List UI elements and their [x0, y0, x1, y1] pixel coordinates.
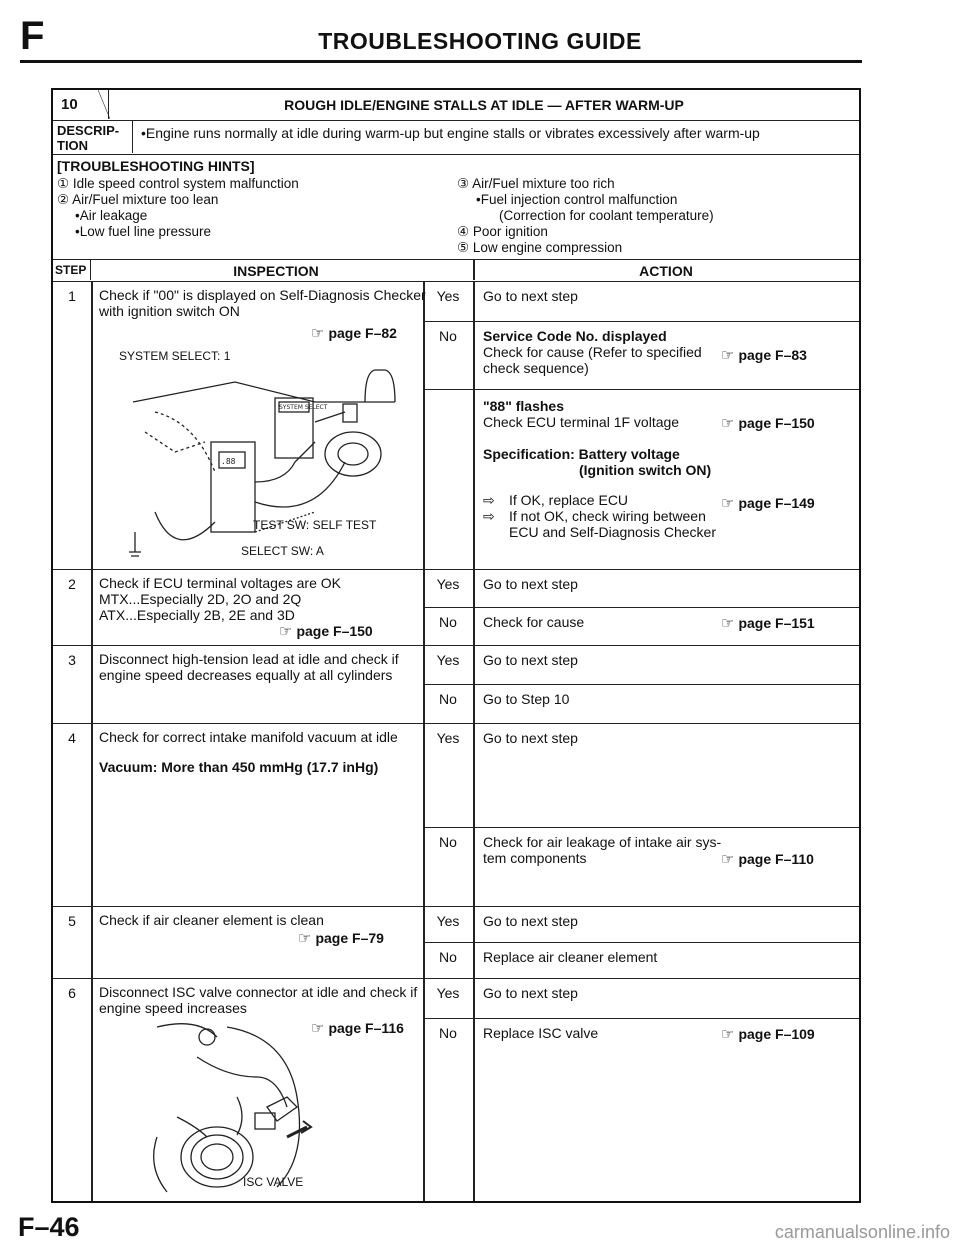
- step-inspection: Disconnect ISC valve connector at idle and check if engine speed increases: [99, 984, 418, 1016]
- step-row-3: [53, 646, 859, 724]
- column-divider: [91, 907, 93, 978]
- page-reference: [721, 494, 815, 512]
- column-header-action: ACTION: [639, 263, 693, 279]
- figure-label: ISC VALVE: [243, 1175, 304, 1189]
- step-number: 5: [68, 913, 76, 929]
- no-action: Replace ISC valve: [483, 1025, 599, 1041]
- yes-branch: [423, 979, 859, 1019]
- step-number: 3: [68, 652, 76, 668]
- step-inspection: Check if air cleaner element is clean: [99, 912, 324, 928]
- description-text: •Engine runs normally at idle during warm-up but engine stalls or vibrates excessively after warm-up: [141, 125, 760, 141]
- page-reference: [311, 324, 397, 342]
- yes-label: Yes: [436, 576, 460, 592]
- page-pointer-icon: ☞: [279, 623, 293, 640]
- flash-text: Check ECU terminal 1F voltage: [483, 414, 680, 430]
- column-header-row: [53, 260, 859, 282]
- figure-label: SYSTEM SELECT: 1: [119, 349, 231, 363]
- no-action: Go to Step 10: [483, 691, 570, 707]
- inspection-text: ATX...Especially 2B, 2E and 3D: [99, 607, 295, 623]
- no-branch: [423, 1019, 859, 1201]
- step-number: 6: [68, 985, 76, 1001]
- flash-branch: [423, 390, 859, 570]
- yes-label: Yes: [436, 913, 460, 929]
- watermark: carmanualsonline.info: [774, 1222, 950, 1242]
- inspection-text: MTX...Especially 2D, 2O and 2Q: [99, 591, 302, 607]
- no-action: Replace air cleaner element: [483, 949, 658, 965]
- hints-row: [53, 155, 859, 260]
- title-row: [53, 90, 859, 121]
- page-pointer-icon: ☞: [721, 851, 735, 868]
- svg-text:.88: .88: [221, 457, 236, 466]
- column-divider: [91, 724, 93, 906]
- page-reference-text: page F–150: [296, 623, 373, 639]
- hint-item: •Low fuel line pressure: [75, 224, 212, 239]
- no-branch: [423, 685, 859, 724]
- hollow-arrow-icon: ⇨: [483, 508, 495, 524]
- column-divider: [91, 646, 93, 723]
- page-reference: [721, 614, 815, 632]
- vacuum-spec: Vacuum: More than 450 mmHg (17.7 inHg): [99, 759, 379, 775]
- not-ok-text: If not OK, check wiring between: [509, 508, 706, 524]
- yes-label: Yes: [436, 985, 460, 1001]
- page-reference-text: page F–83: [738, 347, 807, 363]
- yes-action: Go to next step: [483, 652, 578, 668]
- yes-branch: [423, 282, 859, 322]
- step-number: 4: [68, 730, 76, 746]
- not-ok-text: ECU and Self-Diagnosis Checker: [509, 524, 716, 540]
- column-divider: [91, 979, 93, 1201]
- page-reference-text: page F–82: [328, 325, 397, 341]
- yes-action: Go to next step: [483, 576, 578, 592]
- step-inspection: Disconnect high-tension lead at idle and check if engine speed decreases equally at all cylinders: [99, 651, 399, 683]
- yes-branch: [423, 724, 859, 828]
- title-text: ROUGH IDLE/ENGINE STALLS AT IDLE — AFTER WARM-UP: [284, 97, 684, 113]
- step-inspection: [99, 729, 429, 775]
- no-branch: [423, 828, 859, 907]
- hint-item: ④ Poor ignition: [457, 224, 548, 239]
- no-label: No: [439, 1025, 457, 1041]
- hint-item: ② Air/Fuel mixture too lean: [57, 192, 219, 207]
- inspection-text: Check if ECU terminal voltages are OK: [99, 575, 341, 591]
- step-row-6: [53, 979, 859, 1201]
- header-rule: [20, 60, 862, 63]
- step-inspection: [99, 575, 429, 623]
- inspection-text: Check for correct intake manifold vacuum at idle: [99, 729, 398, 745]
- page-header: TROUBLESHOOTING GUIDE: [318, 28, 642, 54]
- self-diagnosis-checker-illustration: [115, 362, 415, 562]
- page-reference: [279, 622, 373, 640]
- page-pointer-icon: ☞: [721, 615, 735, 632]
- no-branch: [423, 322, 859, 390]
- yes-action: Go to next step: [483, 730, 578, 746]
- section-letter: F: [20, 14, 45, 58]
- page-reference: [721, 414, 815, 432]
- page-reference-text: page F–79: [315, 930, 384, 946]
- description-row: [53, 121, 859, 155]
- hint-item: ③ Air/Fuel mixture too rich: [457, 176, 615, 191]
- step-number: 2: [68, 576, 76, 592]
- step-inspection: Check if "00" is displayed on Self-Diagnosis Checker with ignition switch ON: [99, 287, 426, 319]
- page-pointer-icon: ☞: [298, 930, 312, 947]
- yes-label: Yes: [436, 652, 460, 668]
- figure-label: TEST SW: SELF TEST: [253, 518, 377, 532]
- no-label: No: [439, 614, 457, 630]
- no-label: No: [439, 691, 457, 707]
- yes-branch: [423, 907, 859, 943]
- no-action-text: tem components: [483, 850, 587, 866]
- title-number: 10: [53, 90, 109, 119]
- no-label: No: [439, 949, 457, 965]
- isc-valve-illustration: [137, 1017, 337, 1197]
- hint-item: •Air leakage: [75, 208, 148, 223]
- page-reference-text: page F–151: [738, 615, 815, 631]
- flash-heading: "88" flashes: [483, 398, 564, 414]
- page-pointer-icon: ☞: [311, 1020, 325, 1037]
- column-divider: [91, 570, 93, 645]
- hint-item: ① Idle speed control system malfunction: [57, 176, 299, 191]
- column-header-inspection: INSPECTION: [233, 263, 319, 279]
- yes-label: Yes: [436, 730, 460, 746]
- page-reference-text: page F–116: [328, 1020, 404, 1036]
- hint-item: (Correction for coolant temperature): [499, 208, 714, 223]
- column-header-step: STEP: [53, 260, 91, 280]
- troubleshooting-table: [51, 88, 861, 1203]
- page-pointer-icon: ☞: [311, 325, 325, 342]
- yes-action: Go to next step: [483, 985, 578, 1001]
- step-row-4: [53, 724, 859, 907]
- page-pointer-icon: ☞: [721, 415, 735, 432]
- no-action-text: Check for air leakage of intake air sys-: [483, 834, 722, 850]
- step-row-5: [53, 907, 859, 979]
- page-reference-text: page F–109: [738, 1026, 815, 1042]
- no-branch: [423, 608, 859, 646]
- description-label: DESCRIP- TION: [53, 121, 133, 153]
- yes-branch: [423, 570, 859, 608]
- page-number: F–46: [18, 1212, 80, 1242]
- no-branch: [423, 943, 859, 979]
- page-reference: [721, 1025, 815, 1043]
- hollow-arrow-icon: ⇨: [483, 492, 495, 508]
- yes-branch: [423, 646, 859, 685]
- page-reference: [721, 346, 807, 364]
- page-reference-text: page F–150: [738, 415, 815, 431]
- yes-label: Yes: [436, 288, 460, 304]
- no-action: Check for cause: [483, 614, 585, 630]
- page-reference-text: page F–110: [738, 851, 814, 867]
- step-number: 1: [68, 288, 76, 304]
- hint-item: ⑤ Low engine compression: [457, 240, 623, 255]
- no-label: No: [439, 328, 457, 344]
- page-pointer-icon: ☞: [721, 1026, 735, 1043]
- yes-action: Go to next step: [483, 288, 578, 304]
- svg-text:SYSTEM SELECT: SYSTEM SELECT: [279, 404, 328, 411]
- column-divider: [91, 282, 93, 569]
- spec-title: Specification: Battery voltage: [483, 446, 680, 462]
- no-action-text: Check for cause (Refer to specified check sequence): [483, 344, 702, 376]
- hint-item: •Fuel injection control malfunction: [476, 192, 678, 207]
- yes-action: Go to next step: [483, 913, 578, 929]
- step-row-1: [53, 282, 859, 570]
- figure-label: SELECT SW: A: [241, 544, 324, 558]
- page-pointer-icon: ☞: [721, 347, 735, 364]
- no-label: No: [439, 834, 457, 850]
- spec-condition: (Ignition switch ON): [579, 462, 712, 478]
- step-row-2: [53, 570, 859, 646]
- page-reference: [298, 929, 384, 947]
- hints-title: [TROUBLESHOOTING HINTS]: [57, 158, 255, 174]
- service-code-heading: Service Code No. displayed: [483, 328, 667, 344]
- page-reference-text: page F–149: [738, 495, 815, 511]
- ok-text: If OK, replace ECU: [509, 492, 629, 508]
- page-reference: [721, 850, 814, 868]
- page-pointer-icon: ☞: [721, 495, 735, 512]
